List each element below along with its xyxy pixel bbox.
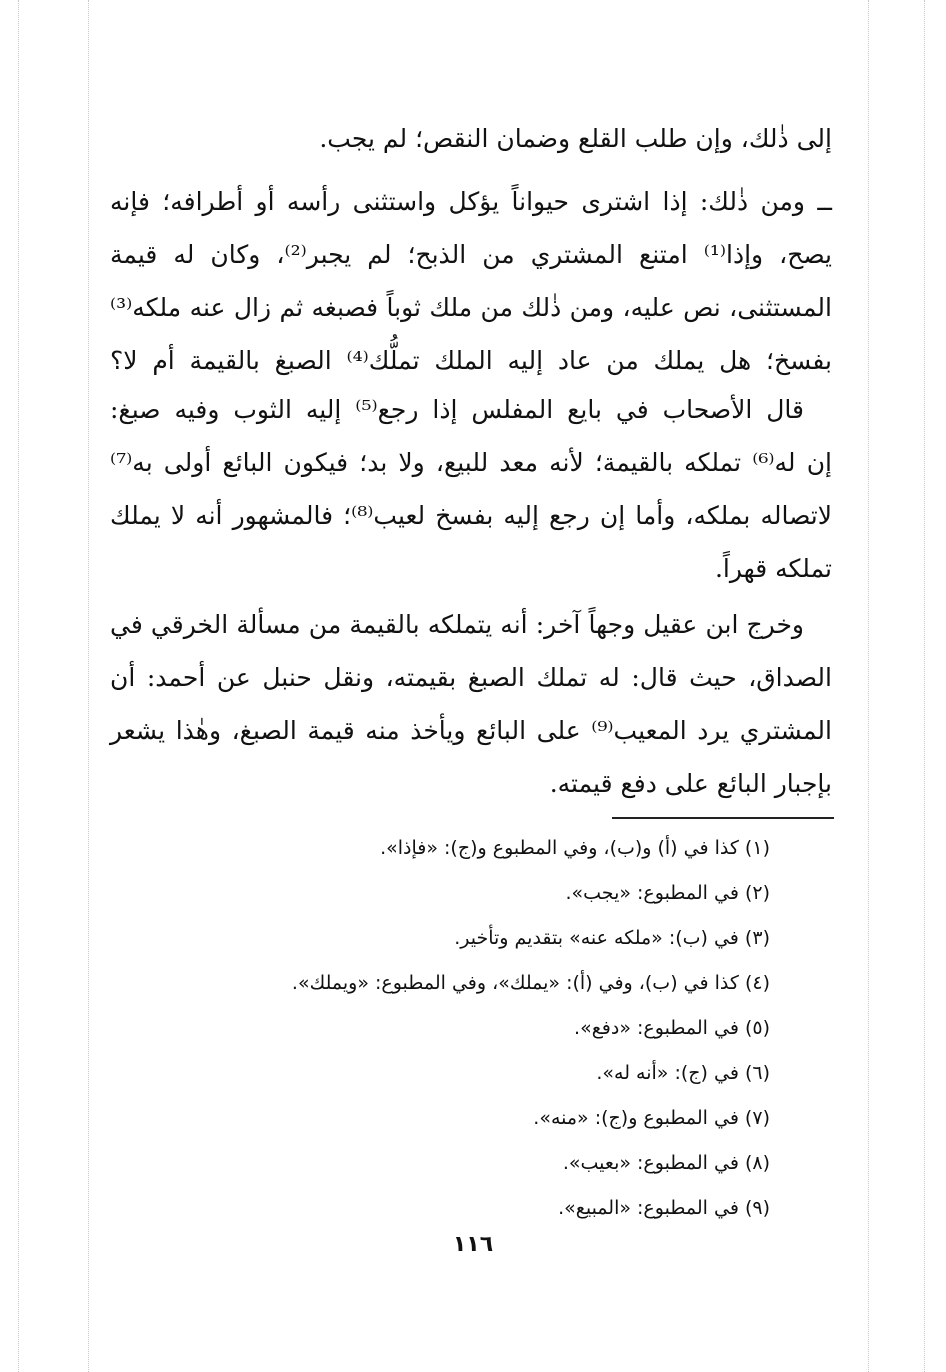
paragraph-line: قال الأصحاب في بايع المفلس إذا رجع⁽⁵⁾ إليه الثوب وفيه صبغ: bbox=[110, 395, 804, 424]
paragraph-line: الصداق، حيث قال: له تملك الصبغ بقيمته، ونقل حنبل عن أحمد: أن bbox=[110, 663, 832, 692]
footnote-3: (٣) في (ب): «ملكه عنه» بتقديم وتأخير. bbox=[454, 927, 770, 949]
footnotes-list bbox=[110, 826, 770, 1231]
paragraph-1 bbox=[110, 112, 832, 165]
paragraph-line: المستثنى، نص عليه، ومن ذٰلك من ملك ثوباً فصبغه ثم زال عنه ملكه⁽³⁾ bbox=[110, 293, 832, 322]
paragraph-4 bbox=[110, 598, 832, 810]
footnote-1: (١) كذا في (أ) و(ب)، وفي المطبوع و(ج): «فإذا». bbox=[380, 837, 770, 859]
paragraph-3 bbox=[110, 383, 832, 595]
paragraph-line: بإجبار البائع على دفع قيمته. bbox=[549, 769, 832, 798]
scan-guide-line-left-inner bbox=[88, 0, 89, 1372]
paragraph-2 bbox=[110, 175, 832, 387]
footnote-9: (٩) في المطبوع: «المبيع». bbox=[558, 1197, 770, 1219]
footnote-5: (٥) في المطبوع: «دفع». bbox=[574, 1017, 770, 1039]
paragraph-line: وخرج ابن عقيل وجهاً آخر: أنه يتملكه بالقيمة من مسألة الخرقي في bbox=[110, 610, 804, 639]
footnote-2: (٢) في المطبوع: «يجب». bbox=[565, 882, 770, 904]
footnote-4: (٤) كذا في (ب)، وفي (أ): «يملك»، وفي المطبوع: «ويملك». bbox=[291, 972, 770, 994]
paragraph-line: تملكه قهراً. bbox=[714, 554, 832, 583]
footnote-6: (٦) في (ج): «أنه له». bbox=[596, 1062, 770, 1084]
footnote-separator bbox=[612, 817, 834, 819]
paragraph-line: يصح، وإذا⁽¹⁾ امتنع المشتري من الذبح؛ لم يجبر⁽²⁾، وكان له قيمة bbox=[110, 240, 832, 269]
footnote-7: (٧) في المطبوع و(ج): «منه». bbox=[533, 1107, 770, 1129]
paragraph-line: بفسخ؛ هل يملك من عاد إليه الملك تملُّك⁽⁴⁾ الصبغ بالقيمة أم لا؟ bbox=[110, 346, 832, 375]
paragraph-line: ــ ومن ذٰلك: إذا اشترى حيواناً يؤكل واستثنى رأسه أو أطرافه؛ فإنه bbox=[110, 187, 832, 216]
footnote-8: (٨) في المطبوع: «بعيب». bbox=[562, 1152, 770, 1174]
paragraph-line: لاتصاله بملكه، وأما إن رجع إليه بفسخ لعيب⁽⁸⁾؛ فالمشهور أنه لا يملك bbox=[110, 501, 832, 530]
paragraph-line: إلى ذٰلك، وإن طلب القلع وضمان النقص؛ لم يجب. bbox=[319, 124, 832, 153]
scan-guide-line-right bbox=[924, 0, 925, 1372]
scan-guide-line-right-inner bbox=[868, 0, 869, 1372]
paragraph-line: المشتري يرد المعيب⁽⁹⁾ على البائع ويأخذ منه قيمة الصبغ، وهٰذا يشعر bbox=[110, 716, 832, 745]
paragraph-line: إن له⁽⁶⁾ تملكه بالقيمة؛ لأنه معد للبيع، ولا بد؛ فيكون البائع أولى به⁽⁷⁾ bbox=[110, 448, 832, 477]
scan-guide-line-left bbox=[18, 0, 19, 1372]
page-number: ١١٦ bbox=[452, 1232, 494, 1257]
